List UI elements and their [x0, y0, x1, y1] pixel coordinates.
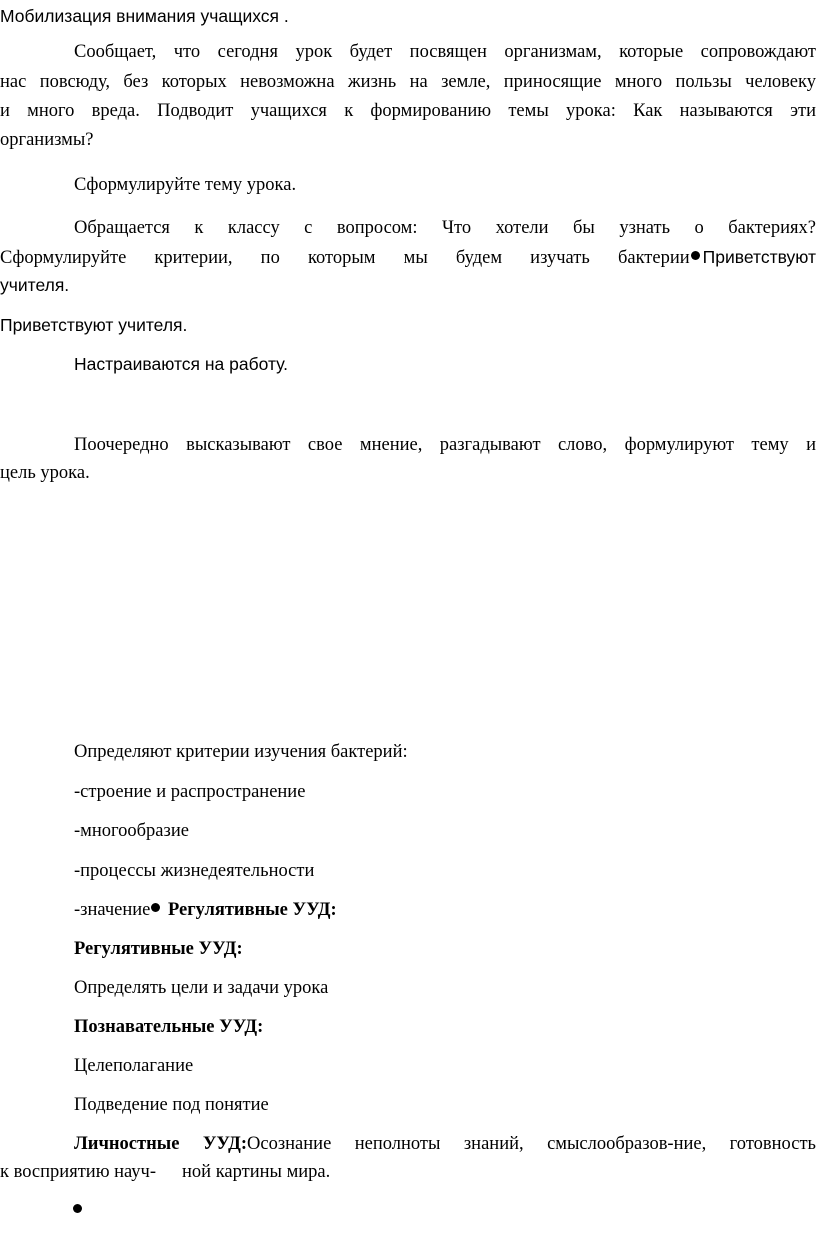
inline-bold-title: Регулятивные УУД: [168, 900, 337, 920]
uud-title: Регулятивные УУД: [74, 939, 243, 959]
uud-text: Определять цели и задачи урока [74, 978, 329, 998]
paragraph: Приветствуют учителя. [0, 315, 188, 335]
bullet-icon [151, 903, 160, 912]
empty-bullet [72, 1200, 85, 1222]
list-item: -строение и распространение [74, 782, 306, 802]
paragraph-line: Сообщает, что сегодня урок будет посвящен организмам, которые сопровождают [74, 42, 816, 62]
paragraph-line [0, 246, 816, 269]
paragraph-line: цель урока. [0, 463, 90, 483]
paragraph-text: ной картины мира. [182, 1162, 331, 1182]
paragraph-line: организмы? [0, 130, 94, 150]
section-heading: Мобилизация внимания учащихся . [0, 6, 289, 26]
paragraph-line: Обращается к классу с вопросом: Что хотели бы узнать о бактериях? [74, 218, 816, 238]
paragraph-line: Поочередно высказывают свое мнение, разгадывают слово, формулируют тему и [74, 435, 816, 455]
list-item: -многообразие [74, 821, 189, 841]
list-item: -процессы жизнедеятельности [74, 861, 315, 881]
uud-title: Личностные УУД: [74, 1134, 248, 1154]
list-item-text: -значение [74, 900, 151, 920]
uud-title: Познавательные УУД: [74, 1017, 264, 1037]
bullet-icon [691, 251, 700, 260]
paragraph-text: Сформулируйте критерии, по которым мы будем изучать бактерии [0, 248, 690, 268]
bullet-icon [73, 1204, 82, 1213]
paragraph-text: к восприятию науч- [0, 1162, 157, 1182]
criteria-intro: Определяют критерии изучения бактерий: [74, 742, 408, 762]
paragraph-line [0, 1161, 330, 1183]
paragraph-line [0, 1133, 816, 1155]
list-item [74, 899, 337, 921]
paragraph-text: Приветствуют [702, 247, 816, 267]
paragraph-line: и много вреда. Подводит учащихся к формированию темы урока: Как называются эти [0, 101, 816, 121]
uud-text: Целеполагание [74, 1056, 194, 1076]
paragraph: Сформулируйте тему урока. [74, 175, 297, 195]
paragraph-line: нас повсюду, без которых невозможна жизнь на земле, приносящие много пользы человеку [0, 72, 816, 92]
uud-text: Подведение под понятие [74, 1095, 269, 1115]
paragraph-line: учителя. [0, 275, 70, 295]
paragraph-text: Осознание неполноты знаний, смыслообразов-ние, готовность [247, 1134, 816, 1154]
paragraph: Настраиваются на работу. [74, 354, 289, 374]
